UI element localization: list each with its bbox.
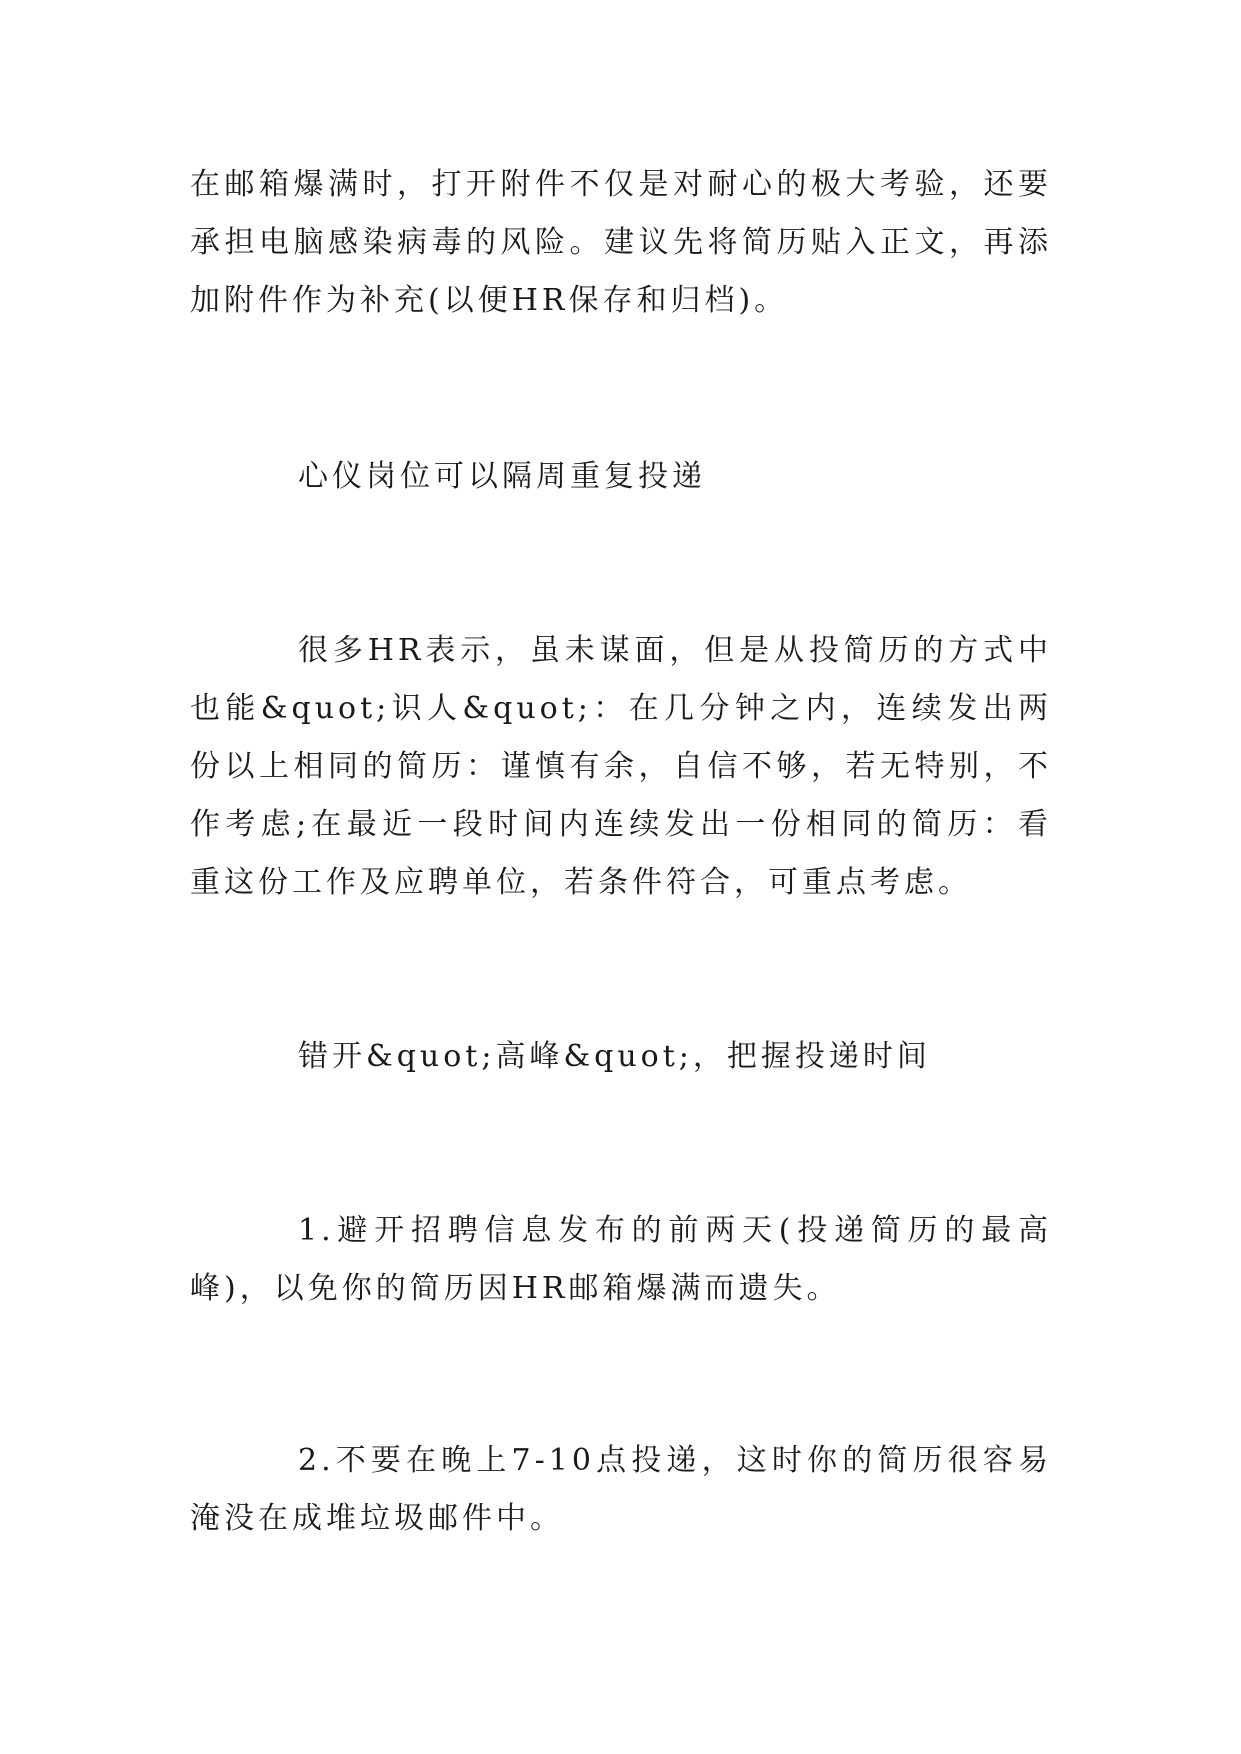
section-heading-timing: 错开&quot;高峰&quot;，把握投递时间 <box>298 1039 931 1074</box>
list-item-avoid-evening: 2.不要在晚上7-10点投递，这时你的简历很容易淹没在成堆垃圾邮件中。 <box>190 1443 1052 1536</box>
section-heading-repeat-delivery: 心仪岗位可以隔周重复投递 <box>298 459 706 494</box>
body-paragraph-attachment-advice: 在邮箱爆满时，打开附件不仅是对耐心的极大考验，还要承担电脑感染病毒的风险。建议先将简历贴入正文，再添加附件作为补充(以便HR保存和归档)。 <box>190 167 1052 318</box>
list-item-avoid-first-two-days: 1.避开招聘信息发布的前两天(投递简历的最高峰)，以免你的简历因HR邮箱爆满而遗失。 <box>190 1213 1052 1306</box>
body-paragraph-hr-judgement: 很多HR表示，虽未谋面，但是从投简历的方式中也能&quot;识人&quot;：在几分钟之内，连续发出两份以上相同的简历：谨慎有余，自信不够，若无特别，不作考虑;在最近一段时间内连续发出一份相同的简历：看重这份工作及应聘单位，若条件符合，可重点考虑。 <box>190 633 1052 900</box>
